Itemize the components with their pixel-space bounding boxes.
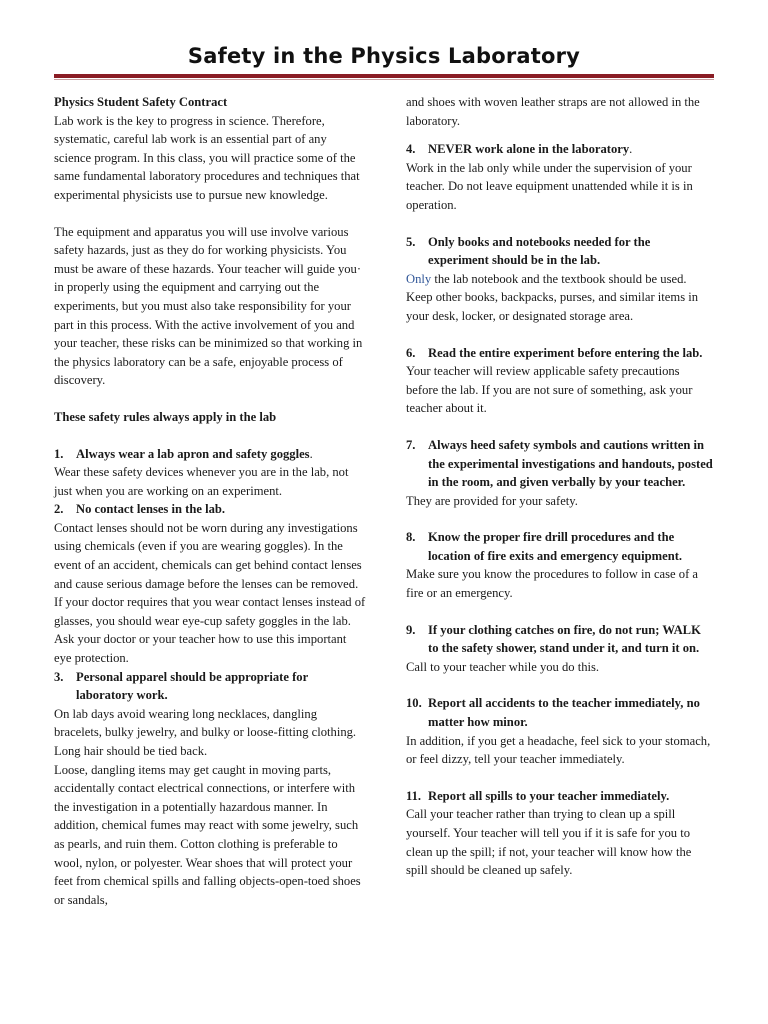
rule-8-body: Make sure you know the procedures to follow in case of a fire or an emergency. — [406, 567, 699, 601]
rule-4-title: 4. NEVER work alone in the laboratory. — [406, 142, 633, 157]
rule-11-title: 11. Report all spills to your teacher immediately. — [406, 788, 670, 803]
rule-5-title: 5. Only books and notebooks needed for the experiment should be in the lab. — [406, 234, 651, 268]
rule-10-body: In addition, if you get a headache, feel sick to your stomach, or feel dizzy, tell your teacher immediately. — [406, 733, 711, 767]
title-divider-shadow — [54, 79, 714, 80]
contract-heading: Physics Student Safety Contract — [54, 95, 228, 109]
left-column — [54, 93, 366, 909]
rule-3-body-end: and shoes with woven leather straps are not allowed in the laboratory. — [406, 95, 700, 128]
rule-9-body: Call to your teacher while you do this. — [406, 659, 600, 674]
rule-5-body-lead: Only — [406, 271, 432, 286]
rule-6-body: Your teacher will review applicable safety precautions before the lab. If you are not sure of something, ask your teacher about it. — [406, 364, 693, 416]
rule-1-body: Wear these safety devices whenever you are in the lab, not just when you are working on an experiment. — [54, 465, 349, 498]
page-title: Safety in the Physics Laboratory — [187, 44, 581, 68]
rule-7-title: 7. Always heed safety symbols and cautions written in the experimental investigations and handouts, posted in the room, and given verbally by your teacher. — [406, 437, 713, 490]
rule-3-title: 3. Personal apparel should be appropriate for laboratory work. — [54, 669, 308, 703]
rule-6-title: 6. Read the entire experiment before entering the lab. — [406, 345, 703, 360]
rule-7-body: They are provided for your safety. — [406, 493, 578, 508]
right-column — [406, 93, 714, 880]
rule-2-body: Contact lenses should not be worn during any investigations using chemicals (even if you are wearing goggles). In the event of an accident, chemicals can get behind contact lenses and cause serious damage before the lenses can be removed. If your doctor requires that you wear contact lenses instead of glasses, you should wear eye-cup safety goggles in the lab. Ask your doctor or your teacher how to use this important eye protection. — [54, 520, 366, 666]
contract-intro-paragraph: Lab work is the key to progress in science. Therefore, systematic, careful lab work is an essential part of any science program. In this class, you will practice some of the same fundamental laboratory procedures and techniques that experimental physicists use to pursue new knowledge. — [54, 113, 360, 202]
rule-3-body-continued: Loose, dangling items may get caught in moving parts, accidentally contact electrical connections, or interfere with the investigation in a potentially hazardous manner. In addition, chemical fumes may react with some jewelry, such as pearls, and ruin them. Cotton clothing is preferable to wool, nylon, or polyester. Wear shoes that will protect your feet from chemical spills and falling objects-open-toed shoes or sandals, — [54, 762, 361, 907]
rule-2-title: 2. No contact lenses in the lab. — [54, 502, 226, 517]
rules-heading: These safety rules always apply in the lab — [54, 409, 277, 424]
title-divider — [54, 74, 714, 78]
rule-5-body: Only the lab notebook and the textbook should be used. Keep other books, backpacks, purses, and similar items in your desk, locker, or designated storage area. — [406, 271, 699, 323]
contract-hazards-paragraph: The equipment and apparatus you will use involve various safety hazards, just as they do for working physicists. You must be aware of these hazards. Your teacher will guide you· in properly using the equipment and carrying out the experiments, but you must also take responsibility for your part in this process. With the active involvement of you and your teacher, these risks can be minimized so that working in the physics laboratory can be a safe, enjoyable process of discovery. — [54, 224, 363, 388]
rule-9-title: 9. If your clothing catches on fire, do not run; WALK to the safety shower, stand under it, and turn it on. — [406, 622, 701, 656]
rule-8-title: 8. Know the proper fire drill procedures and the location of fire exits and emergency equipment. — [406, 530, 683, 563]
rule-4-body: Work in the lab only while under the supervision of your teacher. Do not leave equipment unattended while it is in operation. — [406, 160, 693, 212]
rule-3-body: On lab days avoid wearing long necklaces, dangling bracelets, bulky jewelry, and bulky or loose-fitting clothing. Long hair should be tied back. — [54, 706, 357, 758]
rule-11-body: Call your teacher rather than trying to clean up a spill yourself. Your teacher will tell you if it is safe for you to clean up the spill; if not, your teacher will know how the spill should be cleaned up safely. — [406, 807, 692, 878]
rule-1-title: 1. Always wear a lab apron and safety goggles. — [54, 446, 313, 461]
rule-10-title: 10. Report all accidents to the teacher immediately, no matter how minor. — [406, 696, 700, 730]
